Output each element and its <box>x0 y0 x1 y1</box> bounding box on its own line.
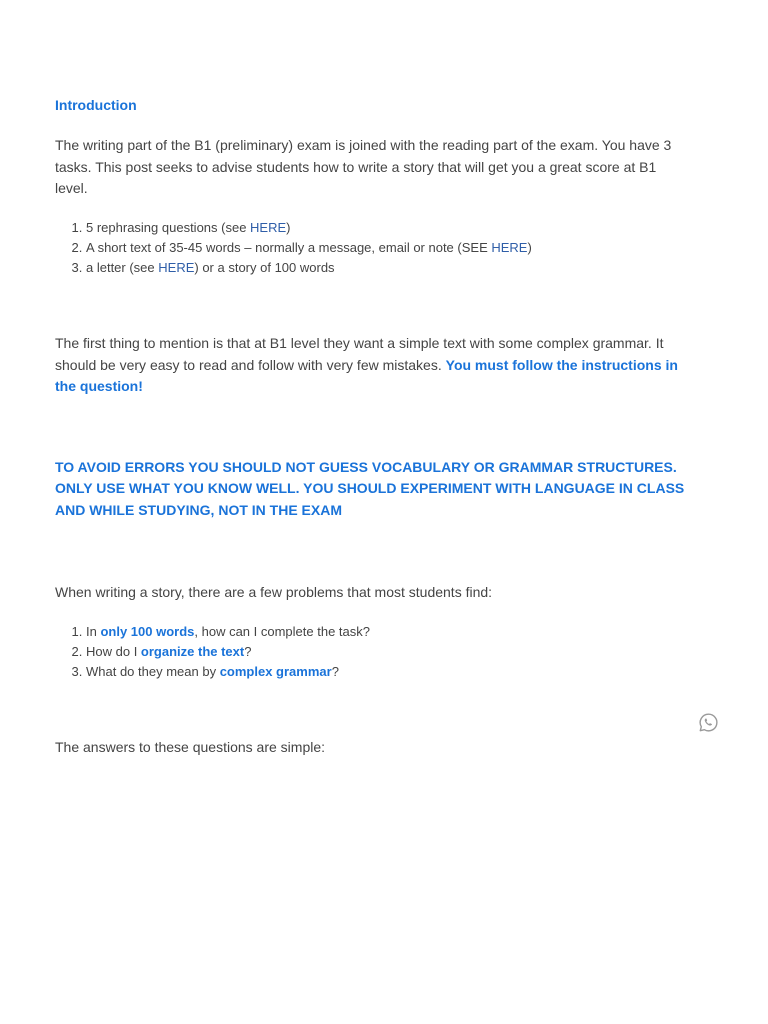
list-item: 2. How do I organize the text? <box>86 642 685 662</box>
list-item: 1. In only 100 words, how can I complete the task? <box>86 622 685 642</box>
problems-list <box>55 622 685 683</box>
warning-paragraph: TO AVOID ERRORS YOU SHOULD NOT GUESS VOCABULARY OR GRAMMAR STRUCTURES. ONLY USE WHAT YOU KNOW WELL. YOU SHOULD EXPERIMENT WITH LANGUAGE IN CLASS AND WHILE STUDYING, NOT IN THE EXAM <box>55 458 685 518</box>
intro-paragraph: The writing part of the B1 (preliminary) exam is joined with the reading part of the exam. You have 3 tasks. This post seeks to advise students how to write a story that will get you a great score at B1 level. <box>55 137 672 196</box>
tasks-list <box>55 218 685 279</box>
problems-intro: When writing a story, there are a few problems that most students find: <box>55 584 493 601</box>
list-item: 3. What do they mean by complex grammar? <box>86 662 685 682</box>
article-content <box>55 95 685 758</box>
list-item: 2. A short text of 35-45 words – normally a message, email or note (SEE HERE) <box>86 238 685 258</box>
section-heading-introduction: Introduction <box>55 97 137 113</box>
here-link-rephrasing[interactable]: HERE <box>250 219 287 235</box>
list-item: 1. 5 rephrasing questions (see HERE) <box>86 218 685 238</box>
answers-intro: The answers to these questions are simple: <box>55 738 326 755</box>
here-link-letter[interactable]: HERE <box>158 260 195 276</box>
instructions-emphasis: You must follow the instructions in the question! <box>55 356 678 395</box>
first-thing-paragraph: The first thing to mention is that at B1 level they want a simple text with some complex grammar. It should be very easy to read and follow with very few mistakes. You must follow the instructions in the question! <box>55 335 678 395</box>
whatsapp-icon[interactable] <box>698 712 719 733</box>
here-link-short-text[interactable]: HERE <box>491 239 528 255</box>
list-item: 3. a letter (see HERE) or a story of 100 words <box>86 258 685 278</box>
